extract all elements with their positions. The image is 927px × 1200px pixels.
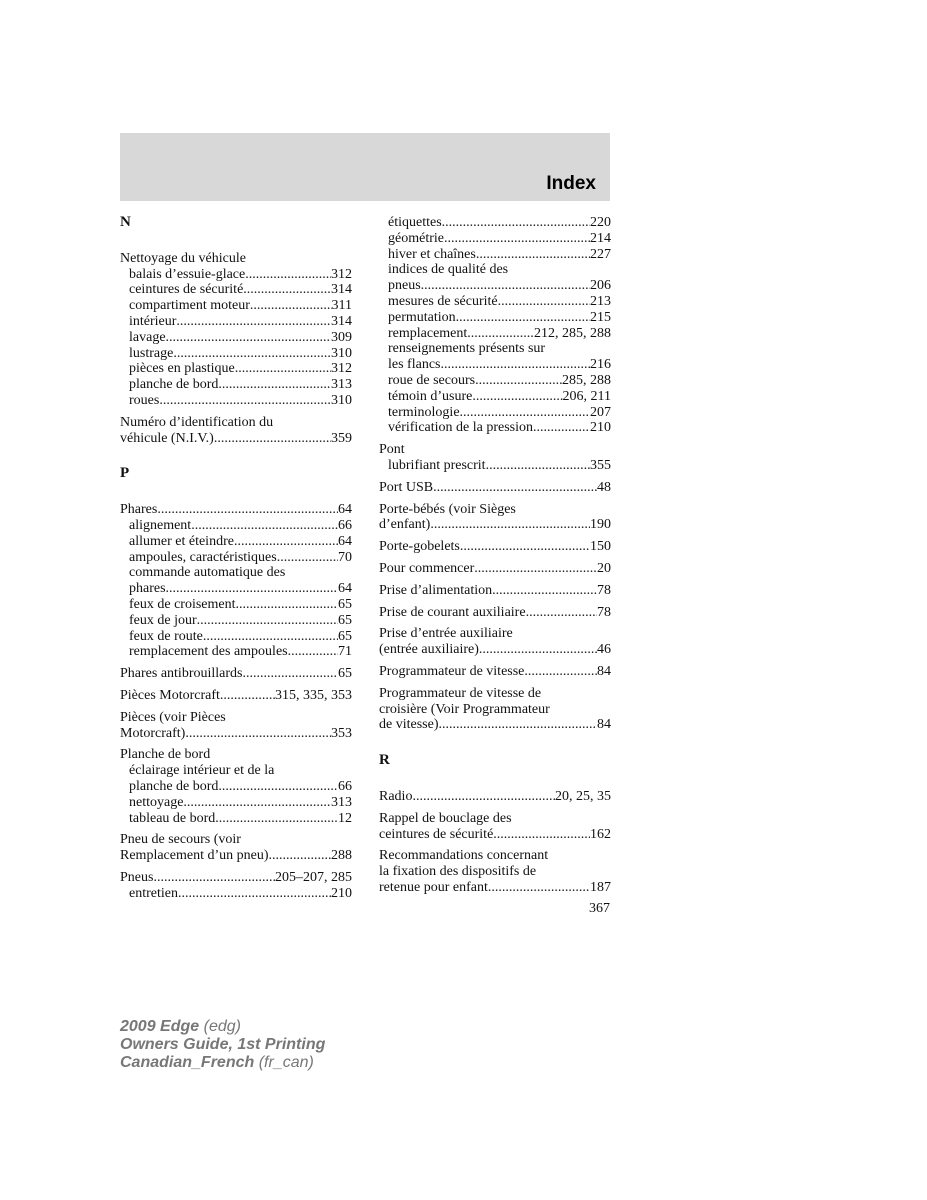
index-entry-line bbox=[120, 870, 352, 886]
index-entry-line bbox=[379, 811, 611, 827]
dot-leader bbox=[191, 518, 338, 534]
index-entry-label: Remplacement d’un pneu) bbox=[120, 848, 269, 864]
index-entry-label: Porte-gobelets bbox=[379, 539, 460, 555]
index-entry-line bbox=[379, 442, 611, 458]
index-subentry bbox=[379, 357, 611, 373]
dot-leader bbox=[492, 583, 597, 599]
header-band bbox=[120, 133, 610, 201]
index-entry-label: de vitesse) bbox=[379, 717, 439, 733]
dot-leader bbox=[479, 642, 597, 658]
index-entry-label: feux de route bbox=[129, 628, 203, 644]
dot-leader bbox=[430, 517, 590, 533]
index-entry-label: terminologie bbox=[388, 404, 460, 420]
index-entry bbox=[120, 870, 352, 902]
index-entry-label: lustrage bbox=[129, 345, 174, 361]
index-entry-label: compartiment moteur bbox=[129, 298, 250, 314]
dot-leader bbox=[166, 581, 338, 597]
index-page-ref: 210 bbox=[331, 885, 352, 901]
index-entry-label: véhicule (N.I.V.) bbox=[120, 430, 214, 446]
index-entry-label: vérification de la pression bbox=[388, 420, 534, 436]
dot-leader bbox=[197, 613, 338, 629]
index-entry-line bbox=[379, 686, 611, 702]
index-entry-label: Pour commencer bbox=[379, 560, 475, 576]
dot-leader bbox=[412, 789, 555, 805]
index-subentry bbox=[120, 811, 352, 827]
dot-leader bbox=[243, 282, 331, 298]
dot-leader bbox=[524, 664, 597, 680]
index-entry-line bbox=[120, 848, 352, 864]
dot-leader bbox=[153, 870, 275, 886]
index-entry-label: allumer et éteindre bbox=[129, 533, 234, 549]
dot-leader bbox=[173, 346, 331, 362]
index-entry-label: Recommandations concernant bbox=[379, 848, 549, 864]
index-entry-line bbox=[120, 710, 352, 726]
index-entry-label: Pièces Motorcraft bbox=[120, 687, 220, 703]
index-entry-line bbox=[379, 605, 611, 621]
index-subentry bbox=[120, 330, 352, 346]
index-entry-label: géométrie bbox=[388, 230, 444, 246]
index-subentry bbox=[379, 389, 611, 405]
index-page-ref: 20, 25, 35 bbox=[555, 788, 611, 804]
index-entry-line bbox=[379, 880, 611, 896]
index-page-ref: 64 bbox=[338, 581, 352, 597]
index-entry-label: lavage bbox=[129, 329, 166, 345]
index-page-ref: 46 bbox=[597, 642, 611, 658]
index-page-ref: 150 bbox=[590, 539, 611, 555]
index-page-ref: 311 bbox=[331, 298, 352, 314]
dot-leader bbox=[269, 848, 331, 864]
index-entry bbox=[120, 666, 352, 682]
index-entry-label: Radio bbox=[379, 788, 413, 804]
index-entry-label: phares bbox=[129, 581, 166, 597]
index-page-ref: 355 bbox=[590, 457, 611, 473]
index-subentry bbox=[120, 534, 352, 550]
index-entry-label: Phares bbox=[120, 502, 158, 518]
index-entry-line bbox=[120, 666, 352, 682]
index-entry-label: Prise de courant auxiliaire bbox=[379, 604, 526, 620]
index-entry-label: Numéro d’identification du bbox=[120, 414, 274, 430]
index-entry-label: pneus bbox=[388, 278, 421, 294]
dot-leader bbox=[215, 811, 338, 827]
index-entry-label: Programmateur de vitesse de bbox=[379, 685, 542, 701]
index-page-ref: 20 bbox=[597, 560, 611, 576]
index-entry-line bbox=[379, 502, 611, 518]
index-subentry bbox=[379, 458, 611, 474]
index-entry-label: Port USB bbox=[379, 479, 434, 495]
index-page-ref: 65 bbox=[338, 666, 352, 682]
document-footer bbox=[120, 1018, 325, 1072]
index-entry-line bbox=[120, 747, 352, 763]
dot-leader bbox=[203, 629, 338, 645]
index-subentry bbox=[120, 393, 352, 409]
index-entry-label: Planche de bord bbox=[120, 747, 211, 763]
dot-leader bbox=[176, 314, 331, 330]
index-entry-line bbox=[379, 864, 611, 880]
index-entry-line bbox=[379, 539, 611, 555]
footer-edition: Canadian_French bbox=[120, 1054, 255, 1071]
dot-leader bbox=[166, 330, 331, 346]
index-entry bbox=[379, 215, 611, 436]
index-page-ref: 48 bbox=[597, 479, 611, 495]
index-entry-label: ceintures de sécurité bbox=[129, 282, 244, 298]
dot-leader bbox=[440, 357, 590, 373]
index-entry-line bbox=[120, 502, 352, 518]
index-entry bbox=[379, 848, 611, 895]
index-entry bbox=[379, 626, 611, 658]
index-subentry bbox=[120, 346, 352, 362]
index-page-ref: 314 bbox=[331, 313, 352, 329]
page-number: 367 bbox=[589, 901, 610, 916]
index-entry-line bbox=[379, 664, 611, 680]
footer-edition-code: (fr_can) bbox=[258, 1054, 314, 1071]
index-entry-label: feux de jour bbox=[129, 612, 197, 628]
dot-leader bbox=[234, 534, 338, 550]
index-page-ref: 210 bbox=[590, 420, 611, 436]
index-entry-label: retenue pour enfant bbox=[379, 879, 488, 895]
index-page-ref: 78 bbox=[597, 582, 611, 598]
index-letter-heading: N bbox=[120, 214, 131, 230]
index-entry-label: la fixation des dispositifs de bbox=[379, 864, 537, 880]
index-entry-label: Pneus bbox=[120, 869, 154, 885]
index-subentry bbox=[120, 597, 352, 613]
index-page-ref: 162 bbox=[590, 826, 611, 842]
index-entry-label: Prise d’alimentation bbox=[379, 582, 493, 598]
dot-leader bbox=[159, 393, 331, 409]
index-page-ref: 71 bbox=[338, 644, 352, 660]
dot-leader bbox=[493, 827, 590, 843]
index-entry-line bbox=[379, 561, 611, 577]
dot-leader bbox=[467, 326, 534, 342]
footer-model: 2009 Edge bbox=[120, 1018, 200, 1035]
index-subentry bbox=[120, 314, 352, 330]
dot-leader bbox=[235, 361, 331, 377]
index-page-ref: 65 bbox=[338, 596, 352, 612]
dot-leader bbox=[460, 405, 590, 421]
index-entry-label: remplacement bbox=[388, 325, 468, 341]
index-page-ref: 359 bbox=[331, 430, 352, 446]
index-entry-label: planche de bord bbox=[129, 778, 219, 794]
index-entry-label: Rappel de bouclage des bbox=[379, 810, 512, 826]
index-subentry bbox=[120, 518, 352, 534]
index-entry-label: les flancs bbox=[388, 357, 441, 373]
index-page-ref: 187 bbox=[590, 879, 611, 895]
index-entry-label: planche de bord bbox=[129, 377, 219, 393]
index-entry bbox=[120, 502, 352, 660]
index-subentry bbox=[120, 282, 352, 298]
index-entry-label: lubrifiant prescrit bbox=[388, 457, 486, 473]
index-subentry bbox=[379, 341, 611, 357]
index-subentry bbox=[379, 215, 611, 231]
index-entry-line bbox=[379, 480, 611, 496]
index-entry bbox=[379, 442, 611, 474]
index-entry bbox=[379, 811, 611, 843]
index-entry bbox=[379, 539, 611, 555]
footer-line-3 bbox=[120, 1054, 325, 1072]
page-title: Index bbox=[546, 173, 596, 194]
index-subentry bbox=[120, 298, 352, 314]
index-entry-line bbox=[379, 626, 611, 642]
index-page-ref: 12 bbox=[338, 810, 352, 826]
index-entry-label: Pneu de secours (voir bbox=[120, 832, 241, 848]
index-entry-label: entretien bbox=[129, 885, 178, 901]
index-subentry bbox=[379, 373, 611, 389]
dot-leader bbox=[421, 278, 590, 294]
index-page-ref: 64 bbox=[338, 502, 352, 518]
index-subentry bbox=[120, 550, 352, 566]
index-entry-label: Programmateur de vitesse bbox=[379, 663, 525, 679]
index-entry-label: Nettoyage du véhicule bbox=[120, 250, 246, 266]
index-entry-label: balais d’essuie-glace bbox=[129, 266, 246, 282]
index-entry bbox=[379, 664, 611, 680]
index-entry-label: Pièces (voir Pièces bbox=[120, 709, 226, 725]
index-entry-line bbox=[379, 848, 611, 864]
index-page-ref: 314 bbox=[331, 282, 352, 298]
index-entry-label: ampoules, caractéristiques bbox=[129, 549, 277, 565]
index-page-ref: 205–207, 285 bbox=[275, 869, 352, 885]
index-page-ref: 213 bbox=[590, 293, 611, 309]
index-entry bbox=[379, 686, 611, 733]
index-entry-line bbox=[120, 415, 352, 431]
index-page-ref: 315, 335, 353 bbox=[275, 687, 352, 703]
index-entry bbox=[379, 480, 611, 496]
index-entry-label: hiver et chaînes bbox=[388, 246, 476, 262]
dot-leader bbox=[526, 605, 597, 621]
index-entry-line bbox=[120, 726, 352, 742]
index-page-ref: 70 bbox=[338, 549, 352, 565]
dot-leader bbox=[433, 480, 597, 496]
index-entry-label: intérieur bbox=[129, 313, 177, 329]
index-entry-label: Prise d’entrée auxiliaire bbox=[379, 626, 513, 642]
index-entry bbox=[379, 605, 611, 621]
dot-leader bbox=[442, 215, 590, 231]
index-page-ref: 84 bbox=[597, 663, 611, 679]
index-page-ref: 207 bbox=[590, 404, 611, 420]
dot-leader bbox=[476, 247, 590, 263]
index-entry-label: indices de qualité des bbox=[388, 262, 509, 278]
index-entry-line bbox=[379, 827, 611, 843]
index-page-ref: 66 bbox=[338, 517, 352, 533]
index-entry-label: alignement bbox=[129, 517, 192, 533]
index-entry bbox=[379, 561, 611, 577]
index-column-left bbox=[120, 215, 352, 901]
index-page-ref: 310 bbox=[331, 345, 352, 361]
index-page-ref: 212, 285, 288 bbox=[534, 325, 611, 341]
index-entry bbox=[120, 688, 352, 704]
index-page-ref: 84 bbox=[597, 717, 611, 733]
index-entry-label: (entrée auxiliaire) bbox=[379, 642, 479, 658]
index-entry-label: roue de secours bbox=[388, 372, 476, 388]
index-entry-label: Pont bbox=[379, 442, 405, 458]
index-entry-label: Phares antibrouillards bbox=[120, 666, 243, 682]
index-subentry bbox=[120, 644, 352, 660]
index-entry-line bbox=[120, 431, 352, 447]
index-entry-line bbox=[120, 832, 352, 848]
dot-leader bbox=[242, 666, 338, 682]
index-entry-label: feux de croisement bbox=[129, 596, 236, 612]
dot-leader bbox=[218, 377, 331, 393]
index-page-ref: 65 bbox=[338, 612, 352, 628]
index-entry bbox=[379, 789, 611, 805]
index-subentry bbox=[379, 310, 611, 326]
index-page-ref: 66 bbox=[338, 778, 352, 794]
index-page-ref: 288 bbox=[331, 848, 352, 864]
index-column-right bbox=[379, 215, 611, 896]
index-subentry bbox=[379, 231, 611, 247]
index-subentry bbox=[120, 613, 352, 629]
index-entry-line bbox=[379, 789, 611, 805]
dot-leader bbox=[533, 420, 590, 436]
dot-leader bbox=[157, 502, 338, 518]
dot-leader bbox=[438, 717, 597, 733]
dot-leader bbox=[486, 458, 590, 474]
index-subentry bbox=[120, 377, 352, 393]
index-entry-line bbox=[120, 251, 352, 267]
index-page-ref: 285, 288 bbox=[562, 372, 611, 388]
dot-leader bbox=[178, 886, 331, 902]
index-page-ref: 312 bbox=[331, 266, 352, 282]
index-subentry bbox=[379, 247, 611, 263]
index-entry bbox=[120, 832, 352, 864]
index-page-ref: 313 bbox=[331, 794, 352, 810]
index-entry-label: mesures de sécurité bbox=[388, 293, 498, 309]
index-entry-label: Motorcraft) bbox=[120, 725, 186, 741]
index-entry bbox=[120, 251, 352, 409]
index-subentry bbox=[120, 795, 352, 811]
dot-leader bbox=[488, 880, 590, 896]
dot-leader bbox=[474, 561, 597, 577]
index-subentry bbox=[379, 294, 611, 310]
dot-leader bbox=[277, 550, 338, 566]
index-subentry bbox=[120, 361, 352, 377]
dot-leader bbox=[220, 688, 275, 704]
index-entry-label: témoin d’usure bbox=[388, 388, 473, 404]
index-page-ref: 215 bbox=[590, 309, 611, 325]
dot-leader bbox=[288, 644, 338, 660]
index-entry-label: pièces en plastique bbox=[129, 361, 235, 377]
footer-guide: Owners Guide, 1st Printing bbox=[120, 1036, 326, 1053]
index-entry bbox=[120, 747, 352, 826]
index-entry-label: Porte-bébés (voir Sièges bbox=[379, 501, 516, 517]
index-page-ref: 216 bbox=[590, 357, 611, 373]
dot-leader bbox=[218, 779, 338, 795]
footer-line-1 bbox=[120, 1018, 325, 1036]
index-page-ref: 309 bbox=[331, 329, 352, 345]
index-entry-label: d’enfant) bbox=[379, 517, 431, 533]
index-page-ref: 206 bbox=[590, 278, 611, 294]
index-letter-heading: P bbox=[120, 465, 130, 482]
index-page-ref: 190 bbox=[590, 517, 611, 533]
index-page-ref: 353 bbox=[331, 725, 352, 741]
index-subentry bbox=[379, 405, 611, 421]
index-entry-label: remplacement des ampoules bbox=[129, 644, 288, 660]
index-page-ref: 78 bbox=[597, 604, 611, 620]
index-page-ref: 64 bbox=[338, 533, 352, 549]
index-subentry bbox=[120, 581, 352, 597]
index-entry-label: commande automatique des bbox=[129, 565, 286, 581]
dot-leader bbox=[214, 431, 331, 447]
index-page-ref: 310 bbox=[331, 392, 352, 408]
index-page-ref: 206, 211 bbox=[562, 388, 611, 404]
index-subentry bbox=[379, 262, 611, 278]
index-entry-label: renseignements présents sur bbox=[388, 341, 546, 357]
index-entry-label: croisière (Voir Programmateur bbox=[379, 701, 550, 717]
index-entry-line bbox=[379, 583, 611, 599]
index-page-ref: 313 bbox=[331, 377, 352, 393]
index-entry-line bbox=[379, 642, 611, 658]
dot-leader bbox=[460, 539, 590, 555]
dot-leader bbox=[185, 726, 331, 742]
dot-leader bbox=[498, 294, 590, 310]
index-entry-label: nettoyage bbox=[129, 794, 184, 810]
index-subentry bbox=[120, 886, 352, 902]
index-page-ref: 65 bbox=[338, 628, 352, 644]
index-entry-label: éclairage intérieur et de la bbox=[129, 763, 275, 779]
dot-leader bbox=[183, 795, 331, 811]
index-entry bbox=[120, 710, 352, 742]
index-subentry bbox=[120, 565, 352, 581]
index-subentry bbox=[120, 267, 352, 283]
index-subentry bbox=[379, 278, 611, 294]
index-entry-label: étiquettes bbox=[388, 215, 442, 230]
index-subentry bbox=[379, 326, 611, 342]
index-entry-line bbox=[379, 702, 611, 718]
index-entry-line bbox=[120, 688, 352, 704]
index-entry bbox=[379, 583, 611, 599]
dot-leader bbox=[472, 389, 562, 405]
index-entry-label: tableau de bord bbox=[129, 810, 216, 826]
index-page-ref: 227 bbox=[590, 246, 611, 262]
dot-leader bbox=[475, 373, 562, 389]
index-subentry bbox=[120, 629, 352, 645]
index-page-ref: 220 bbox=[590, 215, 611, 230]
footer-line-2 bbox=[120, 1036, 325, 1054]
index-entry bbox=[379, 502, 611, 534]
index-entry-label: permutation bbox=[388, 309, 456, 325]
index-page-ref: 312 bbox=[331, 361, 352, 377]
index-subentry bbox=[120, 763, 352, 779]
footer-model-code: (edg) bbox=[203, 1018, 241, 1035]
dot-leader bbox=[245, 267, 331, 283]
dot-leader bbox=[236, 597, 338, 613]
index-letter-heading: R bbox=[379, 752, 390, 769]
dot-leader bbox=[456, 310, 590, 326]
index-subentry bbox=[120, 779, 352, 795]
index-entry-line bbox=[379, 517, 611, 533]
index-entry-label: ceintures de sécurité bbox=[379, 826, 494, 842]
dot-leader bbox=[444, 231, 590, 247]
index-subentry bbox=[379, 420, 611, 436]
index-entry-label: roues bbox=[129, 392, 160, 408]
index-page-ref: 214 bbox=[590, 230, 611, 246]
dot-leader bbox=[250, 298, 332, 314]
index-entry-line bbox=[379, 717, 611, 733]
index-entry bbox=[120, 415, 352, 447]
